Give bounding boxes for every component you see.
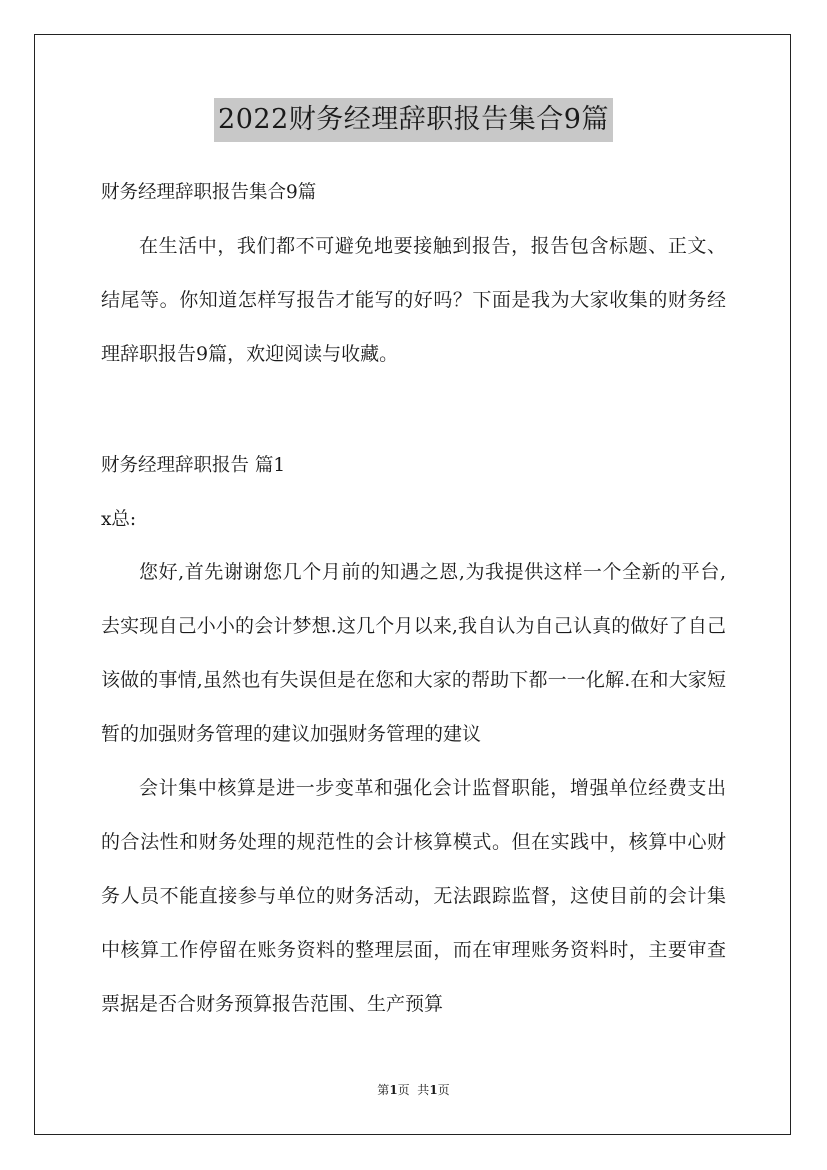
document-title: 2022财务经理辞职报告集合9篇 xyxy=(214,98,613,142)
body-paragraph-2: 会计集中核算是进一步变革和强化会计监督职能，增强单位经费支出的合法性和财务处理的规范性的会计核算模式。但在实践中，核算中心财务人员不能直接参与单位的财务活动，无法跟踪监督，这使目前的会计集中核算工作停留在账务资料的整理层面，而在审理账务资料时，主要审查票据是否合财务预算报告范围、生产预算 xyxy=(101,777,726,1015)
intro-paragraph: 在生活中，我们都不可避免地要接触到报告，报告包含标题、正文、结尾等。你知道怎样写报告才能写的好吗？下面是我为大家收集的财务经理辞职报告9篇，欢迎阅读与收藏。 xyxy=(101,235,726,365)
section-heading: 财务经理辞职报告 篇1 xyxy=(101,455,286,476)
footer-prefix: 第 xyxy=(377,1083,390,1097)
title-container xyxy=(0,98,827,142)
document-subtitle: 财务经理辞职报告集合9篇 xyxy=(101,182,317,203)
footer-suffix: 页 xyxy=(437,1083,450,1097)
footer-mid: 页 共 xyxy=(397,1083,430,1097)
footer-page-total: 1 xyxy=(429,1083,438,1097)
salutation: x总: xyxy=(101,509,137,530)
page-footer xyxy=(0,1082,827,1098)
footer-page-number: 1 xyxy=(389,1083,398,1097)
intro-block xyxy=(101,219,726,381)
body-block xyxy=(101,545,726,1031)
body-paragraph-1: 您好,首先谢谢您几个月前的知遇之恩,为我提供这样一个全新的平台,去实现自己小小的会计梦想.这几个月以来,我自认为自己认真的做好了自己该做的事情,虽然也有失误但是在您和大家的帮助下都一一化解.在和大家短暂的加强财务管理的建议加强财务管理的建议 xyxy=(101,561,726,745)
